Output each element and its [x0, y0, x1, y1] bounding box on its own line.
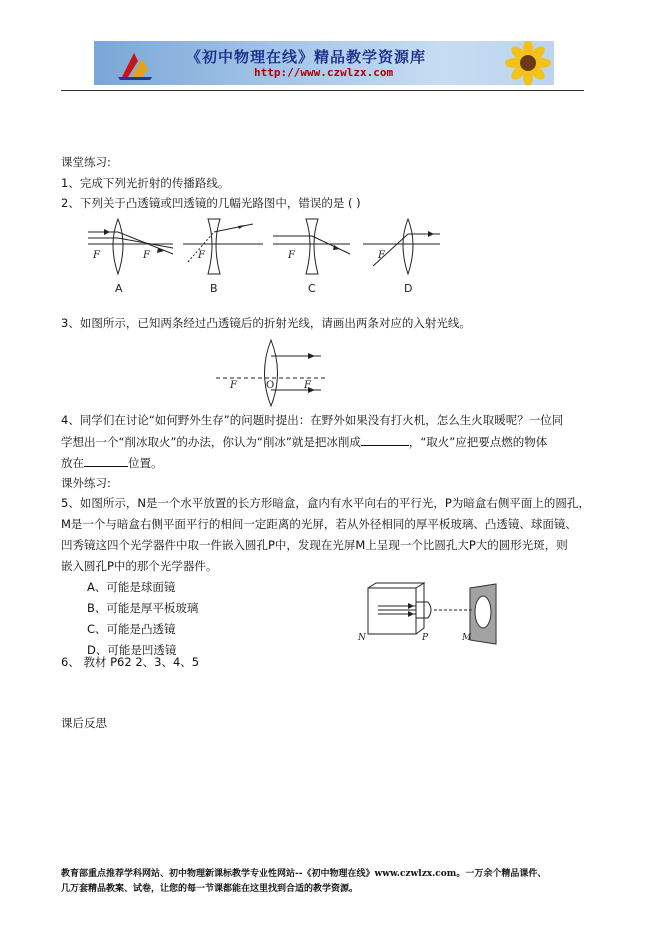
option-d: D、可能是凹透镜: [87, 643, 177, 657]
diagram-label-a: A: [115, 282, 123, 295]
option-a: A、可能是球面镜: [87, 580, 176, 594]
lens-diagrams-figure: [88, 214, 440, 296]
dark-box-figure: [338, 582, 516, 650]
question-5-line-4: 嵌入圆孔P中的那个光学器件。: [61, 559, 218, 573]
diagram-label-b: B: [210, 282, 218, 295]
section-heading-class: 课堂练习:: [61, 155, 111, 169]
hole-label-p: P: [422, 633, 429, 643]
focal-label-right: F: [304, 380, 311, 391]
question-4-text-d: 位置。: [128, 456, 163, 470]
optical-center-label: O: [266, 380, 275, 391]
question-5-line-1: 5、如图所示，N是一个水平放置的长方形暗盒，盒内有水平向右的平行光，P为暗盒右侧平面上的圆孔，: [61, 496, 590, 510]
footer-line-2: 几万套精品教案、试卷，让您的每一节课都能在这里找到合适的教学资源。: [61, 884, 359, 894]
reflection-heading: 课后反思: [61, 716, 107, 730]
question-5-line-2: M是一个与暗盒右侧平面平行的相间一定距离的光屏，若从外径相同的厚平板玻璃、凸透镜、球面镜、: [61, 517, 577, 531]
question-5-line-3: 凹秀镜这四个光学器件中取一件嵌入圆孔P中，发现在光屏M上呈现一个比圆孔大P大的圆形光斑，则: [61, 538, 568, 552]
header-banner: [94, 41, 554, 85]
question-3: 3、如图所示，已知两条经过凸透镜后的折射光线，请画出两条对应的入射光线。: [61, 316, 471, 330]
header-divider: [61, 90, 584, 91]
question-4-text-a: 学想出一个“削冰取火”的办法，你认为“削冰”就是把冰削成: [61, 435, 361, 449]
diagram-label-c: C: [308, 282, 316, 295]
question-4-line-1: 4、同学们在讨论“如何野外生存”的问题时提出：在野外如果没有打火机，怎么生火取暖呢？一位同: [61, 413, 564, 427]
question-4-text-c: 放在: [61, 456, 84, 470]
banner-url: http://www.czwlzx.com: [254, 66, 394, 79]
sunflower-icon: [502, 41, 554, 85]
focal-label-left: F: [230, 380, 237, 391]
box-label-n: N: [358, 633, 366, 643]
section-heading-homework: 课外练习:: [61, 476, 111, 490]
question-2: 2、下列关于凸透镜或凹透镜的几幅光路图中，错误的是 ( ): [61, 196, 361, 210]
question-4-text-b: ，“取火”应把要点燃的物体: [408, 435, 548, 449]
focal-label-c: F: [288, 250, 295, 261]
focal-label-a1: F: [93, 250, 100, 261]
focal-label-d: F: [378, 250, 385, 261]
banner-title: 《初中物理在线》精品教学资源库: [186, 48, 427, 66]
option-c: C、可能是凸透镜: [87, 622, 176, 636]
convex-lens-figure: [216, 338, 326, 408]
question-1: 1、完成下列光折射的传播路线。: [61, 176, 230, 190]
question-4-line-3: [61, 455, 163, 470]
screen-label-m: M: [462, 633, 472, 643]
question-6: 6、 教材 P62 2、3、4、5: [61, 655, 200, 669]
focal-label-b: F: [198, 250, 205, 261]
footer-line-1: 教育部重点推荐学科网站、初中物理新课标教学专业性网站--《初中物理在线》www.czwlzx.com。一万余个精品课件、: [61, 869, 547, 879]
answer-blank-1[interactable]: [361, 434, 409, 446]
option-b: B、可能是厚平板玻璃: [87, 601, 199, 615]
question-4-line-2: [61, 434, 547, 449]
site-logo-icon: [116, 47, 154, 81]
focal-label-a2: F: [143, 250, 150, 261]
answer-blank-2[interactable]: [84, 455, 128, 467]
diagram-label-d: D: [404, 282, 413, 295]
